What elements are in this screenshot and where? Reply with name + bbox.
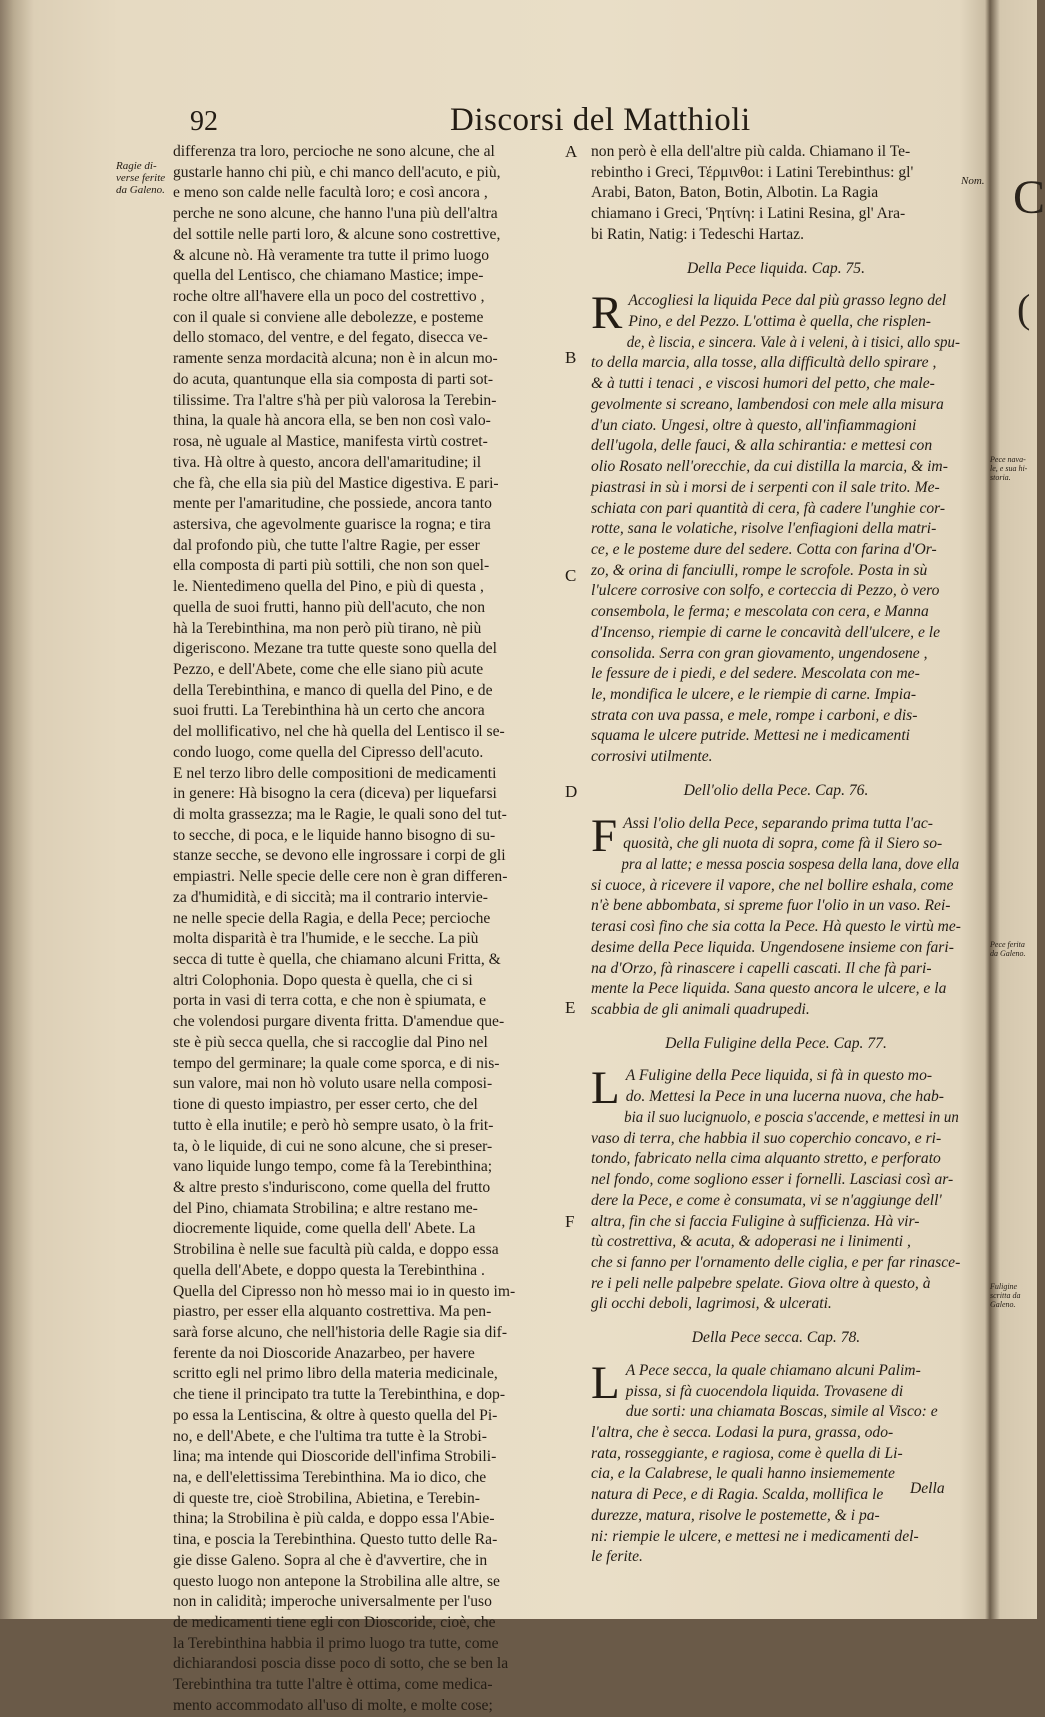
margin-note-line: scritta da bbox=[990, 1291, 1021, 1300]
text-line: rosa, nè uguale al Mastice, manifesta virtù costret- bbox=[173, 433, 488, 451]
drop-cap: L bbox=[591, 1062, 620, 1115]
text-line: tilissime. Tra l'altre s'hà per più valorosa la Terebin- bbox=[173, 391, 497, 409]
text-line: le, mondifica le ulcere, e le riempie di carne. Impia- bbox=[591, 685, 917, 703]
text-line: gli occhi deboli, lagrimosi, & ulcerati. bbox=[591, 1295, 832, 1313]
section-letter-e: E bbox=[565, 998, 576, 1017]
text-line: d'un ciato. Ungesi, oltre à questo, all'infiammagioni bbox=[591, 416, 917, 434]
text-line: secca di tutte è quella, che chiamano alcuni Fritta, & bbox=[173, 951, 501, 969]
text-line: dichiarandosi poscia disse poco di sotto, che se ben la bbox=[173, 1655, 509, 1673]
chapter bbox=[591, 1328, 961, 1568]
text-line: rata, rosseggiante, e ragiosa, come è quella di Li- bbox=[591, 1444, 903, 1462]
text-line: & à tutti i tenaci , e viscosi humori del petto, che male- bbox=[591, 375, 935, 393]
text-line: strata con uva passa, e mele, rompe i carboni, e dis- bbox=[591, 706, 918, 724]
chapter bbox=[591, 1034, 961, 1315]
text-line: sun valore, mai non hò voluto usare nella composi- bbox=[173, 1075, 493, 1093]
margin-note-line: Pece nava- bbox=[990, 455, 1026, 464]
margin-note-line: Ragie di- bbox=[116, 160, 157, 172]
text-line: Pezzo, e dell'Abete, come che elle siano più acute bbox=[173, 660, 484, 678]
text-line: l'altra, che è secca. Lodasi la pura, grassa, odo- bbox=[591, 1423, 894, 1441]
text-line: Pino, e del Pezzo. L'ottima è quella, che risplen- bbox=[628, 313, 931, 331]
text-line: na, e dell'elettissima Terebinthina. Ma io dico, che bbox=[173, 1469, 487, 1486]
text-line: hà la Terebinthina, ma non però più tirano, nè più bbox=[173, 619, 482, 637]
chapter-body bbox=[591, 1356, 961, 1568]
text-line: to della marcia, alla tosse, alla difficultà dello spirare , bbox=[591, 354, 937, 372]
text-line: le. Nientedimeno quella del Pino, e più di questa , bbox=[173, 578, 484, 596]
text-line: altra, fin che si faccia Fuligine à sufficienza. Hà vir- bbox=[591, 1212, 920, 1230]
text-line: to secche, di poca, e le liquide hanno bisogno di su- bbox=[173, 826, 496, 844]
chapter-body bbox=[591, 1062, 961, 1315]
chapter bbox=[591, 781, 961, 1021]
text-line: non in calidità; imperoche universalmente per l'uso bbox=[173, 1593, 492, 1611]
text-line: consembola, le ferma; e mescolata con cera, e Manna bbox=[591, 603, 929, 621]
text-line: bi Ratin, Natig: i Tedeschi Hartaz. bbox=[591, 225, 804, 243]
text-line: ramente senza mordacità alcuna; non è in alcun mo- bbox=[173, 350, 498, 368]
text-line: A Pece secca, la quale chiamano alcuni Palim- bbox=[625, 1361, 921, 1379]
chapter bbox=[591, 259, 961, 768]
text-line: cia, e la Calabrese, le quali hanno insiememente bbox=[591, 1465, 895, 1483]
text-line: rebintho i Greci, Τέρμινθοι: i Latini Terebinthus: gl' bbox=[591, 163, 914, 181]
running-head: Discorsi del Matthioli bbox=[450, 102, 751, 138]
text-line: mente la Pece liquida. Sana questo ancora le ulcere, e la bbox=[591, 980, 947, 998]
text-line: consolida. Serra con gran giovamento, ungendosene , bbox=[591, 644, 928, 662]
text-line: le fessure de i piedi, e del sedere. Mescolata con me- bbox=[591, 665, 920, 683]
text-line: altri Colophonia. Dopo questa è quella, che ci si bbox=[173, 971, 473, 989]
text-line: diocremente liquide, come quella dell' Abete. La bbox=[173, 1220, 476, 1238]
text-line: tempo del germinare; la quale come sporca, e di nis- bbox=[173, 1054, 500, 1072]
text-line: perche ne sono alcune, che hanno l'una più dell'altra bbox=[173, 205, 498, 223]
section-letter-c: C bbox=[565, 566, 577, 585]
text-line: Terebinthina tra tutte l'altre è ottima, come medica- bbox=[173, 1676, 493, 1694]
text-line: ni: riempie le ulcere, e mettesi ne i medicamenti del- bbox=[591, 1527, 919, 1545]
text-line: ne nelle specie della Ragia, e della Pece; percioche bbox=[173, 909, 491, 927]
text-line: n'è bene abbombata, si spreme fuor l'olio in un vaso. Rei- bbox=[591, 897, 951, 915]
margin-note-line: da Galeno. bbox=[116, 184, 165, 196]
text-line: po essa la Lentiscina, & oltre à questo quella del Pi- bbox=[173, 1406, 498, 1424]
left-text-column bbox=[173, 142, 558, 1717]
text-line: che tiene il principato tra tutte la Terebinthina, e dop- bbox=[173, 1386, 506, 1404]
text-line: stanze secche, se devono elle ingrossare i corpi de gli bbox=[173, 847, 506, 865]
text-line: questo luogo non antepone la Strobilina alle altre, se bbox=[173, 1572, 500, 1590]
text-line: del Pino, chiamata Strobilina; e altre restano me- bbox=[173, 1199, 478, 1217]
text-line: differenza tra loro, percioche ne sono alcune, che al bbox=[173, 143, 495, 160]
chapter-title: Della Pece secca. Cap. 78. bbox=[691, 1329, 861, 1347]
text-line: ferente da noi Dioscoride Anazarbeo, per havere bbox=[173, 1344, 475, 1362]
text-line: terasi così fino che sia cotta la Pece. Hà questo le virtù me- bbox=[591, 918, 961, 936]
text-line: di queste tre, cioè Strobilina, Abietina, e Terebin- bbox=[173, 1489, 480, 1507]
text-line: E nel terzo libro delle compositioni de medicamenti bbox=[173, 764, 497, 782]
text-line: desime della Pece liquida. Ungendosene insieme con fari- bbox=[591, 938, 954, 956]
text-line: dello stomaco, del ventre, e del fegato, disecca ve- bbox=[173, 329, 488, 347]
text-line: na d'Orzo, fà rinascere i capelli cascati. Il che fà pari- bbox=[591, 959, 932, 977]
text-line: con il quale si conviene alle debolezze, e posteme bbox=[173, 308, 484, 326]
text-line: gustarle hanno chi più, e chi manco dell'acuto, e più, bbox=[173, 163, 501, 181]
text-line: l'ulcere corrosive con solfo, e corteccia di Pezzo, ò vero bbox=[591, 582, 940, 600]
text-line: le ferite. bbox=[591, 1548, 643, 1566]
text-line: thina; la Strobilina è più calda, e doppo essa l'Abie- bbox=[173, 1510, 495, 1528]
text-line: astersiva, che agevolmente guarisce la rogna; e tira bbox=[173, 515, 491, 533]
text-line: chiamano i Greci, Ῥητίνη: i Latini Resina, gl' Ara- bbox=[591, 205, 906, 223]
text-line: de, è liscia, e sincera. Vale à i veleni, à i tisici, allo spu- bbox=[626, 333, 960, 351]
text-line: che si fanno per l'ornamento delle ciglia, e per far rinasce- bbox=[591, 1253, 961, 1271]
text-line: natura di Pece, e di Ragia. Scalda, mollifica le bbox=[591, 1486, 884, 1504]
text-line: za d'humidità, e di siccità; ma il contrario intervie- bbox=[173, 888, 489, 906]
chapter-title: Della Pece liquida. Cap. 75. bbox=[687, 259, 865, 277]
text-line: gevolmente si screano, lambendosi con mele alla misura bbox=[591, 395, 944, 413]
text-line: sarà forse alcuno, che nell'historia delle Ragie sia dif- bbox=[173, 1323, 508, 1341]
text-line: del mollificativo, nel che hà quella del Lentisco il se- bbox=[173, 723, 505, 741]
text-line: si cuoce, à ricevere il vapore, che nel bollire eshala, come bbox=[591, 876, 954, 894]
text-line: e meno son calde nelle facultà loro; e così ancora , bbox=[173, 184, 488, 202]
text-line: thina, la quale hà ancora ella, se ben non così valo- bbox=[173, 412, 491, 430]
text-line: schiata con pari quantità di cera, fà cadere l'unghie cor- bbox=[591, 499, 946, 517]
text-line: ste è più secca quella, che si raccoglie dal Pino nel bbox=[173, 1033, 488, 1051]
text-line: molta disparità è tra l'humide, e le secche. La più bbox=[173, 930, 479, 948]
text-line: olio Rosato nell'orecchie, da cui distilla la marcia, & im- bbox=[591, 458, 948, 476]
text-line: piastrasi in sù i morsi de i serpenti con il sale trito. Me- bbox=[591, 478, 940, 496]
text-line: la Terebinthina habbia il primo luogo tra tutte, come bbox=[173, 1634, 499, 1652]
drop-cap: L bbox=[591, 1356, 620, 1409]
text-line: in genere: Hà bisogno la cera (diceva) per liquefarsi bbox=[173, 785, 497, 803]
text-line: scritto egli nel primo libro della materia medicinale, bbox=[173, 1365, 498, 1383]
text-line: gie disse Galeno. Sopra al che è d'avvertire, che in bbox=[173, 1551, 488, 1569]
margin-note-nom: Nom. bbox=[961, 175, 985, 187]
text-line: & alcune nò. Hà veramente tra tutte il primo luogo bbox=[173, 246, 490, 264]
text-line: tina, e poscia la Terebinthina. Questo tutto delle Ra- bbox=[173, 1531, 498, 1549]
text-line: quella dell'Abete, e doppo questa la Terebinthina . bbox=[173, 1261, 485, 1279]
text-line: dell'ugola, delle fauci, & alla schirantia: e mettesi con bbox=[591, 437, 933, 455]
text-line: & altre presto s'induriscono, come quella del frutto bbox=[173, 1178, 491, 1196]
text-line: rotte, sana le volatiche, risolve l'enfiagioni della matri- bbox=[591, 520, 937, 538]
margin-note-line: Fuligine bbox=[990, 1282, 1018, 1291]
text-line: roche oltre all'havere ella un poco del costrettivo , bbox=[173, 288, 485, 306]
text-line: che volendosi purgare diventa fritta. D'amendue que- bbox=[173, 1013, 505, 1031]
page-number: 92 bbox=[190, 106, 218, 137]
text-line: Arabi, Baton, Baton, Botin, Albotin. La Ragia bbox=[591, 184, 879, 202]
text-line: tiva. Hà oltre à questo, ancora dell'amaritudine; il bbox=[173, 453, 482, 471]
text-line: ta, ò le liquide, di cui ne sono alcune, che si preser- bbox=[173, 1137, 493, 1155]
margin-note-line: da Galeno. bbox=[990, 949, 1026, 958]
text-line: quella de suoi frutti, hanno più dell'acuto, che non bbox=[173, 598, 486, 616]
right-text-column bbox=[591, 142, 961, 1568]
text-line: condo luogo, come quella del Cipresso dell'acuto. bbox=[173, 743, 484, 761]
margin-note-line: Galeno. bbox=[990, 1300, 1016, 1309]
section-letter-d: D bbox=[565, 782, 578, 801]
section-letter-b: B bbox=[565, 348, 577, 367]
text-line: Accogliesi la liquida Pece dal più grasso legno del bbox=[628, 292, 947, 310]
adjacent-page-glyph: ( bbox=[1017, 286, 1031, 331]
text-line: ce, e le posteme dure del sedere. Cotta con farina d'Or- bbox=[591, 540, 937, 558]
text-line: dere la Pece, e come è consumata, vi se n'aggiunge dell' bbox=[591, 1191, 942, 1209]
intro-paragraph bbox=[591, 142, 961, 246]
text-line: quella del Lentisco, che chiamano Mastice; impe- bbox=[173, 267, 484, 285]
text-line: Assi l'olio della Pece, separando prima tutta l'ac- bbox=[623, 814, 933, 832]
text-line: digeriscono. Mezane tra tutte queste sono quella del bbox=[173, 640, 497, 658]
chapter-body bbox=[591, 809, 961, 1021]
text-line: porta in vasi di terra cotta, e che non è spiumata, e bbox=[173, 992, 487, 1010]
text-line: nel fondo, come sogliono esser i fornelli. Lasciasi così ar- bbox=[591, 1171, 954, 1189]
text-line: empiastri. Nelle specie delle cere non è gran differen- bbox=[173, 868, 508, 886]
text-line: corrosivi utilmente. bbox=[591, 748, 713, 766]
text-line: della Terebinthina, e manco di quella del Pino, e de bbox=[173, 681, 493, 699]
text-line: Quella del Cipresso non hò messo mai io in questo im- bbox=[173, 1282, 516, 1300]
text-line: tutto è ella inutile; e però hò sempre usato, ò la frit- bbox=[173, 1116, 494, 1134]
text-line: mento accommodato all'uso di molte, e molte cose; bbox=[173, 1696, 493, 1714]
chapter-title: Dell'olio della Pece. Cap. 76. bbox=[683, 781, 869, 799]
text-line: durezze, matura, risolve le postemette, & i pa- bbox=[591, 1506, 880, 1524]
section-letter-a: A bbox=[565, 142, 578, 161]
chapter-body bbox=[591, 287, 961, 768]
text-line: do. Mettesi la Pece in una lucerna nuova, che hab- bbox=[625, 1088, 944, 1106]
text-line: quosità, che gli nuota di sopra, come fà il Siero so- bbox=[623, 835, 943, 853]
text-line: piastro, per esser ella alquanto costrettiva. Ma pen- bbox=[173, 1303, 492, 1321]
text-line: squama le ulcere putride. Mettesi ne i medicamenti bbox=[591, 727, 911, 745]
text-line: de medicamenti tiene egli con Dioscoride, cioè, che bbox=[173, 1614, 496, 1632]
text-line: tù costrettiva, & acuta, & adoperasi ne i linimenti , bbox=[591, 1233, 911, 1251]
catchword: Della bbox=[910, 1480, 945, 1497]
text-line: non però è ella dell'altre più calda. Chiamano il Te- bbox=[591, 143, 911, 160]
text-line: lina; ma intende qui Dioscoride dell'infima Strobili- bbox=[173, 1448, 497, 1466]
text-line: A Fuligine della Pece liquida, si fà in questo mo- bbox=[625, 1067, 933, 1085]
chapter-title: Della Fuligine della Pece. Cap. 77. bbox=[665, 1034, 887, 1052]
text-line: tione di questo impiastro, per esser certo, che del bbox=[173, 1096, 478, 1114]
chapter-list bbox=[591, 259, 961, 1568]
text-line: scabbia de gli animali quadrupedi. bbox=[591, 1001, 810, 1019]
text-line: dal profondo più, che tutte l'altre Ragie, per esser bbox=[173, 536, 480, 554]
section-letter-f: F bbox=[565, 1212, 575, 1231]
text-line: di molta grassezza; ma le Ragie, le quali sono del tut- bbox=[173, 806, 507, 823]
margin-note-line: le, e sua hi- bbox=[990, 464, 1028, 473]
text-line: no, e dell'Abete, e che l'ultima tra tutte è la Strobi- bbox=[173, 1427, 487, 1445]
text-line: d'Incenso, riempie di carne le concavità dell'ulcere, e le bbox=[591, 623, 941, 641]
text-line: pissa, si fà cuocendola liquida. Trovasene di bbox=[625, 1382, 904, 1400]
text-line: bia il suo lucignuolo, e poscia s'accende, e mettesi in un bbox=[624, 1108, 959, 1126]
margin-note-line: verse ferite bbox=[116, 172, 166, 184]
text-line: vaso di terra, che habbia il suo coperchio concavo, e ri- bbox=[591, 1129, 942, 1147]
text-line: Strobilina è nelle sue facultà più calda, e doppo essa bbox=[173, 1241, 499, 1259]
text-line: vano liquide lungo tempo, come fà la Terebinthina; bbox=[173, 1158, 493, 1176]
text-line: re i peli nelle palpebre spelate. Giova oltre à questo, à bbox=[591, 1274, 931, 1292]
margin-note-ragie bbox=[116, 160, 165, 196]
text-line: mente per l'amaritudine, che possiede, ancora tanto bbox=[173, 495, 492, 513]
text-line: del sottile nelle parti loro, & alcune sono costrettive, bbox=[173, 225, 501, 243]
text-line: ella composta di parti più sottili, che non son quel- bbox=[173, 557, 490, 575]
drop-cap: F bbox=[591, 809, 618, 862]
text-line: tondo, fabricato nella cima alquanto stretto, e perforato bbox=[591, 1150, 941, 1168]
text-line: pra al latte; e messa poscia sospesa della lana, dove ella bbox=[621, 856, 960, 873]
text-line: do acuta, quantunque ella sia composta di parti sot- bbox=[173, 370, 494, 388]
drop-cap: R bbox=[591, 287, 623, 340]
margin-note-line: storia. bbox=[990, 473, 1011, 482]
adjacent-page-glyph: C bbox=[1013, 171, 1045, 224]
text-line: zo, & orina di fanciulli, rompe le scrofole. Posta in sù bbox=[591, 561, 928, 579]
adjacent-page-edge bbox=[993, 0, 1045, 1619]
text-line: suoi frutti. La Terebinthina hà un certo che ancora bbox=[173, 702, 485, 720]
text-line: due sorti: una chiamata Boscas, simile al Visco: e bbox=[625, 1403, 938, 1421]
margin-note-line: Pece ferita bbox=[990, 940, 1025, 949]
text-line: che fà, che ella sia più del Mastice digestiva. E pari- bbox=[173, 474, 499, 492]
